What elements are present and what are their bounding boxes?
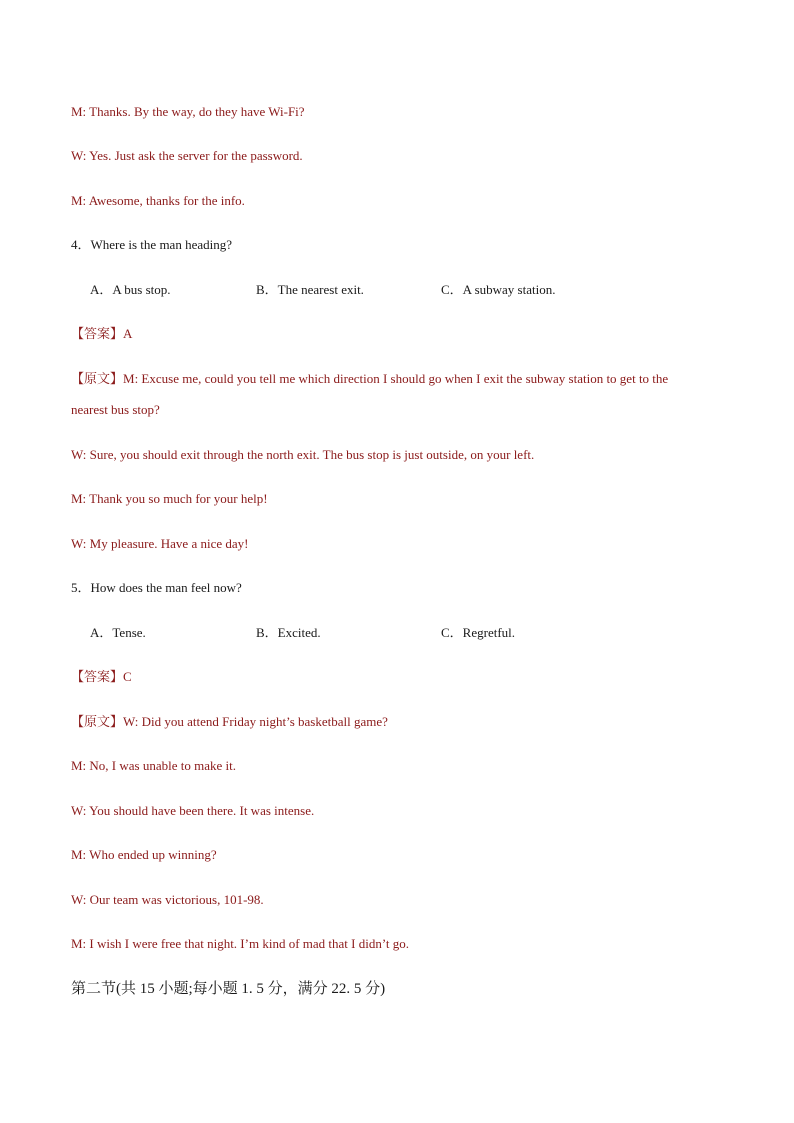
q4-option-b: B．The nearest exit. — [256, 282, 364, 297]
section-heading: 第二节(共 15 小题;每小题 1. 5 分，满分 22. 5 分) — [71, 981, 386, 997]
transcript-text: W: Did you attend Friday night’s basketball game? — [123, 714, 388, 729]
dialogue-line: M: Who ended up winning? — [71, 847, 217, 862]
dialogue-line: M: Thank you so much for your help! — [71, 491, 268, 506]
dialogue-line: W: Sure, you should exit through the north exit. The bus stop is just outside, on your left. — [71, 447, 535, 462]
dialogue-line: W: You should have been there. It was intense. — [71, 803, 315, 818]
dialogue-line: W: Yes. Just ask the server for the password. — [71, 148, 303, 163]
q4-transcript-cont: nearest bus stop? — [71, 402, 160, 417]
q4-option-a: A．A bus stop. — [90, 282, 171, 297]
q5-option-c: C．Regretful. — [441, 625, 516, 640]
transcript-tag: 【原文】 — [71, 371, 124, 386]
q4-transcript — [71, 371, 668, 387]
dialogue-line: W: My pleasure. Have a nice day! — [71, 536, 249, 551]
q5-transcript — [71, 714, 388, 730]
question-5: 5．How does the man feel now? — [71, 580, 242, 595]
transcript-tag: 【原文】 — [71, 714, 124, 729]
transcript-text: M: Excuse me, could you tell me which direction I should go when I exit the subway station to get to the — [123, 371, 669, 386]
question-4: 4．Where is the man heading? — [71, 237, 232, 252]
q5-option-b: B．Excited. — [256, 625, 321, 640]
answer-value: C — [123, 669, 132, 684]
q5-option-a: A．Tense. — [90, 625, 146, 640]
answer-value: A — [123, 326, 133, 341]
dialogue-line: M: I wish I were free that night. I’m kind of mad that I didn’t go. — [71, 936, 410, 951]
answer-tag: 【答案】 — [71, 669, 124, 684]
dialogue-line: M: No, I was unable to make it. — [71, 758, 236, 773]
dialogue-line: W: Our team was victorious, 101-98. — [71, 892, 264, 907]
q4-answer — [71, 326, 132, 342]
dialogue-line: M: Awesome, thanks for the info. — [71, 193, 245, 208]
dialogue-line: M: Thanks. By the way, do they have Wi-Fi? — [71, 104, 305, 119]
answer-tag: 【答案】 — [71, 326, 124, 341]
q5-answer — [71, 669, 132, 685]
q4-option-c: C．A subway station. — [441, 282, 556, 297]
